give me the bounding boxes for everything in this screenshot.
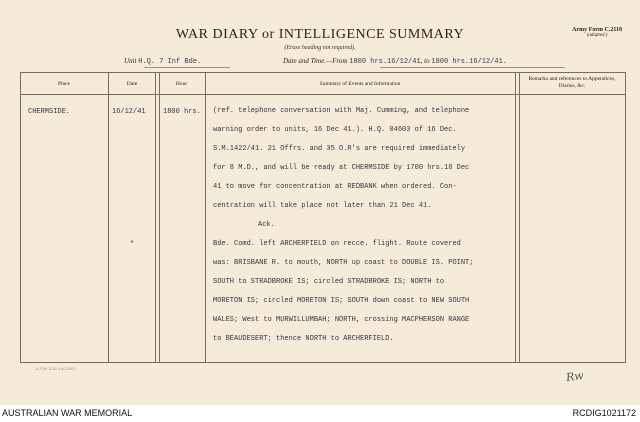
date-from: 1800 hrs.16/12/41 bbox=[349, 58, 421, 66]
unit-underline bbox=[144, 67, 230, 68]
form-note: (adapted.) bbox=[586, 33, 608, 38]
form-identifier bbox=[572, 27, 622, 38]
column-header-date: Date bbox=[126, 81, 138, 87]
page-subtitle: (Erase heading not required). bbox=[284, 45, 356, 51]
date-underline bbox=[380, 67, 565, 68]
entry-date-ditto: " bbox=[130, 241, 135, 249]
column-header-hour: Hour bbox=[175, 81, 188, 87]
column-header-remarks: Remarks and references to Appendices, Diaries, &c. bbox=[528, 76, 616, 89]
summary-line: WALES; West to MURWILLUMBAH; NORTH, crossing MACPHERSON RANGE bbox=[213, 316, 470, 324]
summary-line: to BEAUDESERT; thence NORTH to ARCHERFIELD. bbox=[213, 335, 394, 343]
summary-line: Ack. bbox=[258, 221, 275, 229]
column-header-summary: Summary of Events and Information bbox=[319, 81, 401, 87]
summary-line: for 8 M.D., and will be ready at CHERMSIDE by 1700 hrs.18 Dec bbox=[213, 164, 470, 172]
summary-line: Bde. Comd. left ARCHERFIELD on recce. flight. Route covered bbox=[213, 240, 461, 248]
archive-credit: AUSTRALIAN WAR MEMORIAL bbox=[2, 408, 133, 418]
summary-line: MORETON IS; circled MORETON IS; SOUTH down coast to NEW SOUTH bbox=[213, 297, 470, 305]
entry-place: CHERMSIDE. bbox=[28, 108, 71, 116]
date-label: Date and Time.—From bbox=[283, 57, 348, 65]
entry-date: 16/12/41 bbox=[112, 108, 146, 116]
form-number: Army Form C.2118 bbox=[572, 27, 622, 33]
summary-line: warning order to units, 16 Dec 41.). H.Q. 04603 of 16 Dec. bbox=[213, 126, 457, 134]
summary-line: S.M.1422/41. 21 Offrs. and 35 O.R's are required immediately bbox=[213, 145, 466, 153]
date-time-field: Date and Time.—From 1800 hrs.16/12/41, to 1800 hrs.16/12/41. bbox=[283, 57, 507, 66]
table-right-border bbox=[625, 72, 626, 363]
column-divider-hour bbox=[205, 72, 206, 363]
column-divider-summary bbox=[515, 72, 520, 363]
column-divider-place bbox=[108, 72, 109, 363]
printer-note: A.F.W. 3-18.4.40.2002 bbox=[36, 366, 76, 371]
column-divider-date bbox=[155, 72, 160, 363]
table-top-rule bbox=[20, 72, 626, 73]
column-header-place: Place bbox=[58, 81, 70, 87]
entry-hour: 1800 hrs. bbox=[163, 108, 201, 116]
table-left-border bbox=[20, 72, 21, 363]
unit-field bbox=[124, 57, 201, 66]
handwritten-initials: Rw bbox=[565, 368, 585, 385]
summary-line: (ref. telephone conversation with Maj. Cumming, and telephone bbox=[213, 107, 470, 115]
unit-label: Unit bbox=[124, 57, 137, 65]
date-to-label: to bbox=[424, 57, 430, 65]
summary-line: 41 to move for concentration at REDBANK when ordered. Con- bbox=[213, 183, 457, 191]
table-bottom-rule bbox=[20, 362, 626, 363]
unit-value: H.Q. 7 Inf Bde. bbox=[138, 58, 202, 66]
archive-id: RCDIG1021172 bbox=[572, 408, 636, 418]
summary-line: SOUTH to STRADBROKE IS; circled STRADBROKE IS; NORTH to bbox=[213, 278, 445, 286]
page-title: WAR DIARY or INTELLIGENCE SUMMARY bbox=[175, 27, 465, 42]
summary-line: was: BRISBANE R. to mouth, NORTH up coast to DOUBLE IS. POINT; bbox=[213, 259, 474, 267]
summary-line: centration will take place not later than 21 Dec 41. bbox=[213, 202, 432, 210]
date-to: 1800 hrs.16/12/41. bbox=[431, 58, 507, 66]
table-header-rule bbox=[20, 94, 626, 95]
